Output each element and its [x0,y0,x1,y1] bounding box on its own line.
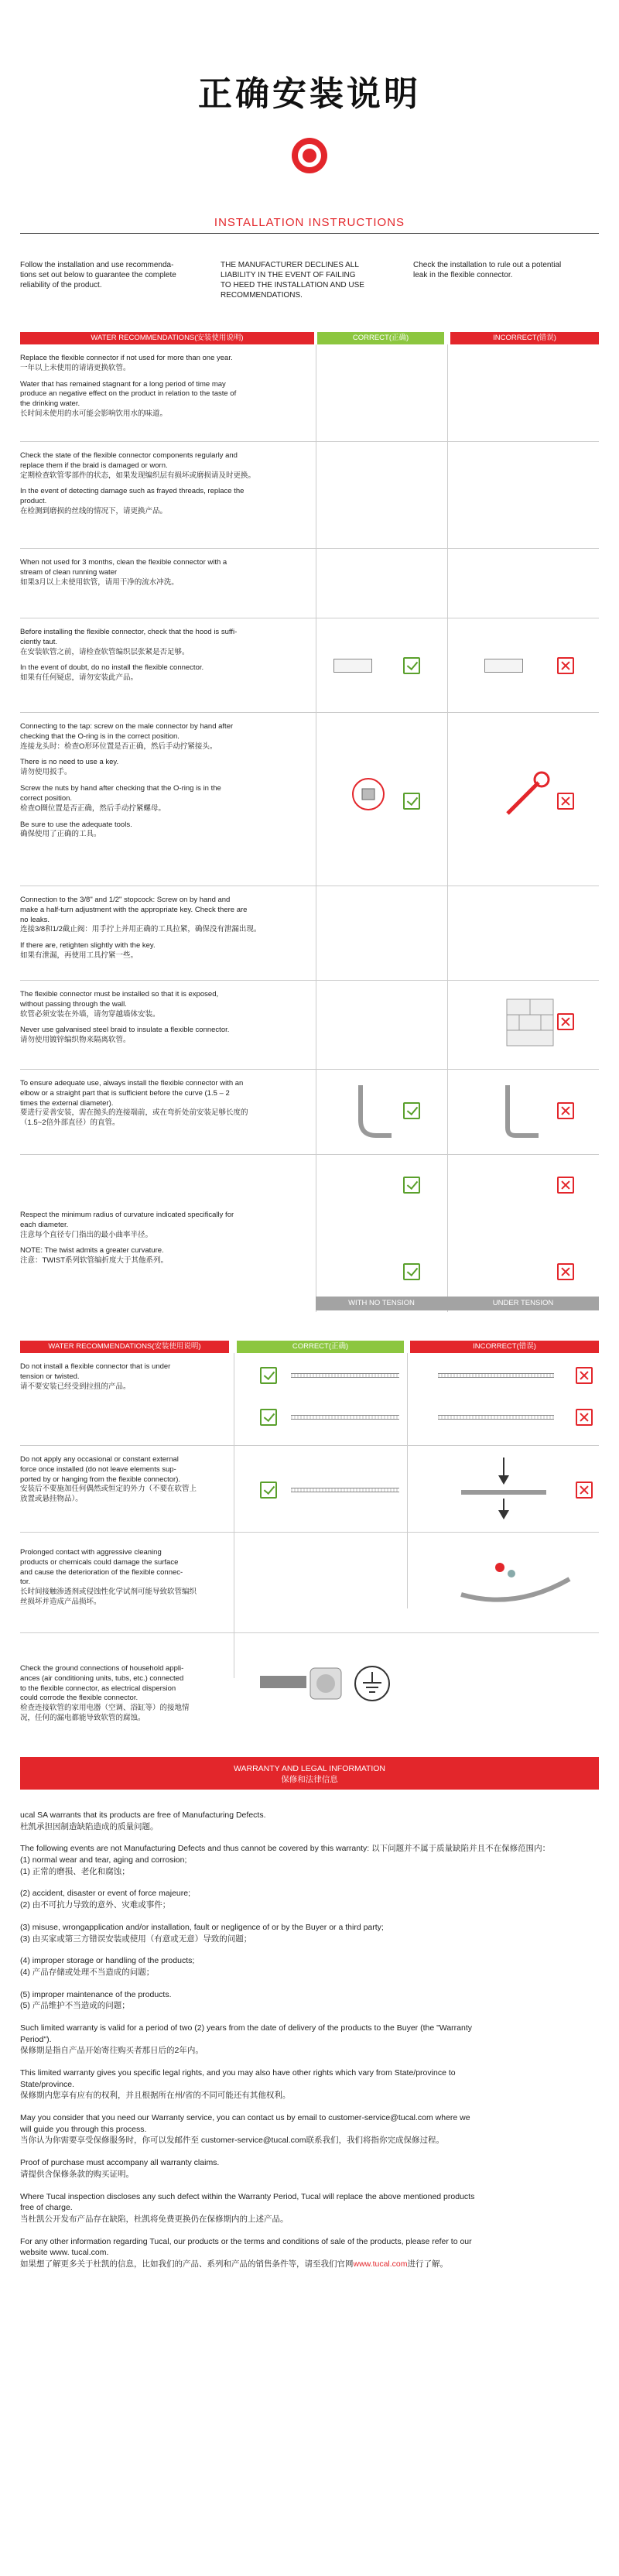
header-water-2: WATER RECOMMENDATIONS(安装使用说明) [20,1341,229,1353]
hose-twisted-icon [438,1415,554,1420]
correct-check-icon [403,1102,420,1119]
intro-text-2: THE MANUFACTURER DECLINES ALL LIABILITY IN THE EVENT OF FAILING TO HEED THE INSTALLATION AND USE RECOMMENDATIONS. [221,261,364,300]
connector-icon [333,659,372,673]
header-incorrect: INCORRECT(错误) [450,332,599,344]
intro-text-1: Follow the installation and use recommenda- tions set out below to guarantee the complete reliability of the product. [20,261,176,289]
incorrect-cross-icon [557,1177,574,1194]
page-title: 正确安装说明 [198,74,421,114]
table-row [20,981,599,1070]
correct-check-icon [260,1367,277,1384]
incorrect-cross-icon [557,1013,574,1030]
correct-check-icon [260,1482,277,1499]
website-link[interactable]: www.tucal.com [353,2259,408,2269]
row-text: Do not install a flexible connector that is under tension or twisted. 请不要安装已经受到拉扭的产品。 [20,1362,171,1391]
hose-straight-icon [291,1488,399,1492]
row-text: Connection to the 3/8" and 1/2" stopcock: Screw on by hand and make a half-turn adjustment with the appropriate key. Check there are no leaks. 连接3/8和1/2截止阀：用手拧上并用正确的工具拉紧，确保没有泄漏出现。 If there are, retighten slightly with the key. 如果有泄漏，再使用工具拧紧一些。 [20,896,262,961]
row-text: Connecting to the tap: screw on the male connector by hand after checking that the O-ring is in the correct position. 连接龙头时：检查O形环位置是否正确，然后手动拧紧接头。 There is no need to use a key. 请勿使用扳手。 Screw the nuts by hand after checking that the O-ring is in the correct position. 检查O圈位置是否正确，然后手动拧紧螺母。 Be sure to use the adequate tools. 确保使用了正确的工具。 [20,722,234,839]
label-under-tension: UNDER TENSION [447,1297,599,1310]
warranty-text: ucal SA warrants that its products are free of Manufacturing Defects. 杜凯承担因制造缺陷造成的质量问题。 The following events are not Manufacturing Defects and thus cannot be covered by this warranty: 以下问题并不属于质量缺陷并且不在保修范围内： (1) normal wear and tear, aging and corrosion; (1) 正常的磨损、老化和腐蚀； (2) accident, disaster or event of force majeure; (2) 由不可抗力导致的意外、灾难或事件； (3) misuse, wrongapplication and/or installation, fault or negligence of or by the Buyer or a third party; (3) 由买家或第三方错误安装或使用（有意或无意）导致的问题； (4) improper storage or handling of the products; (4) 产品存储或处理不当造成的问题； (5) improper maintenance of the products. (5) 产品维护不当造成的问题； Such limited warranty is valid for a period of two (2) years from the date of delivery of the products to the Buyer (the "Warranty Period"). 保修期是指自产品开始寄往购买者那日后的2年内。 This limited warranty gives you specific legal rights, and you may also have other rights which vary from State/province to State/province. 保修期内您享有应有的权利，并且根据所在州/省的不同可能还有其他权利。 May you consider that you need our Warranty service, you can contact us by email to customer-service@tucal.com where we will guide you through this process. 当你认为你需要享受保修服务时，你可以发邮件至 customer-service@tucal.com联系我们，我们将指你完成保修过程。 Proof of purchase must accompany all warranty claims. 请提供含保修条款的购买证明。 Where Tucal inspection discloses any such defect within the Warranty Period, Tucal will replace the above mentioned products free of charge. 当杜凯公开发布产品存在缺陷，杜凯将免费更换仍在保修期内的上述产品。 For any other information regarding Tucal, our products or the terms and conditions of sale of the products, please refer to our website www. tucal.com. 如果想了解更多关于杜凯的信息，比如我们的产品、系列和产品的销售条件等，请至我们官网www.tucal.com进行了解。 [20,1810,551,2269]
ground-plug-icon [256,1656,426,1711]
section-heading: INSTALLATION INSTRUCTIONS [214,216,405,229]
external-force-icon [453,1454,554,1523]
elbow-hose-icon [345,1077,399,1147]
connector-icon [484,659,523,673]
incorrect-cross-icon [557,793,574,810]
row-text: Respect the minimum radius of curvature indicated specifically for each diameter. 注意每个直径专门指出的最小曲率半径。 NOTE: The twist admits a greater curvature. 注意：TWIST系列软管编折度大于其他系列。 [20,1211,234,1266]
brand-logo [292,138,327,173]
hose-tension-icon [438,1373,554,1378]
incorrect-cross-icon [557,1263,574,1280]
table-row [20,344,599,442]
table-row [20,1353,599,1446]
row-text: The flexible connector must be installed so that it is exposed, without passing through the wall. 软管必须安装在外墙，请勿穿越墙体安装。 Never use galvanised steel braid to insulate a flexible connector. 请勿使用镀锌编织物来隔离软管。 [20,990,230,1045]
hand-tighten-icon [345,767,399,821]
hose-straight-icon [291,1415,399,1420]
header-correct-2: CORRECT(正确) [237,1341,404,1353]
wrench-icon [500,767,554,821]
warranty-banner [20,1757,599,1790]
incorrect-cross-icon [557,1102,574,1119]
table-row [20,886,599,981]
correct-check-icon [403,1263,420,1280]
table-row [20,713,599,886]
hose-straight-icon [291,1373,399,1378]
warranty-title: WARRANTY AND LEGAL INFORMATION [233,1764,386,1773]
table-row [20,1446,599,1533]
sharp-bend-hose-icon [492,1077,546,1147]
header-water: WATER RECOMMENDATIONS(安装使用说明) [20,332,314,344]
chemical-spray-icon [453,1552,577,1614]
table-row [20,618,599,713]
table-row [20,1070,599,1155]
row-text: Replace the flexible connector if not used for more than one year. 一年以上未使用的请请更换软管。 Water that has remained stagnant for a long period of time may produce an negative effect on the product in relation to the taste of the drinking water. 长时间未使用的水可能会影响饮用水的味道。 [20,354,237,419]
correct-check-icon [403,657,420,674]
incorrect-cross-icon [576,1482,593,1499]
intro-text-3: Check the installation to rule out a potential leak in the flexible connector. [413,261,562,279]
table-row [20,442,599,549]
correct-check-icon [260,1409,277,1426]
row-text: Before installing the flexible connector, check that the hood is suffi- ciently taut. 在安装软管之前，请检查软管编织层张紧是否足够。 In the event of doubt, do no install the flexible connector. 如果有任何疑虑，请勿安装此产品。 [20,628,238,683]
warranty-title-zh: 保修和法律信息 [281,1775,338,1785]
correct-check-icon [403,1177,420,1194]
correct-check-icon [403,793,420,810]
row-text: When not used for 3 months, clean the flexible connector with a stream of clean running water 如果3月以上未使用软管，请用干净的流水冲洗。 [20,558,227,587]
table-row [20,549,599,618]
table-row [20,1155,599,1297]
incorrect-cross-icon [576,1367,593,1384]
row-text: To ensure adequate use, always install the flexible connector with an elbow or a straight part that is sufficient before the curve (1.5 – 2 times the external diameter). 要进行妥善安装，需在抛头的连接端前，或在弯折处前安装足够长度的 （1.5~2倍外部直径）的直管。 [20,1079,248,1128]
wall-icon [504,996,558,1050]
incorrect-cross-icon [576,1409,593,1426]
label-no-tension: WITH NO TENSION [316,1297,447,1310]
row-text: Do not apply any occasional or constant external force once installed (do not leave elements sup- ported by or hanging from the flexible connector). 安装后不要施加任何偶然或恒定的外力（不要在软管上 放置或悬挂物品）。 [20,1455,197,1504]
incorrect-cross-icon [557,657,574,674]
divider [20,233,599,234]
header-correct: CORRECT(正确) [317,332,444,344]
table-row [20,1533,599,1633]
row-text: Check the state of the flexible connector components regularly and replace them if the braid is damaged or worn. 定期检查软管零部件的状态，如果发现编织层有损坏或磨损请及时更换。 In the event of detecting damage such as frayed threads, replace the product. 在检测到磨损的丝线的情况下，请更换产品。 [20,451,256,516]
table-row [20,1633,599,1732]
row-text: Check the ground connections of household appli- ances (air conditioning units, tubs, etc.) connected to the flexible connector, as electrical dispersion could corrode the flexible connector. 检查连接软管的家用电器（空调、浴缸等）的接地情 况，任何的漏电都能导致软管的腐蚀。 [20,1664,190,1723]
header-incorrect-2: INCORRECT(错误) [410,1341,599,1353]
row-text: Prolonged contact with aggressive cleaning products or chemicals could damage the surface and cause the deterioration of the flexible connec- tor. 长时间接触渗透剂或侵蚀性化学试剂可能导致软管编织 丝损坏并造成产品损坏。 [20,1548,197,1607]
